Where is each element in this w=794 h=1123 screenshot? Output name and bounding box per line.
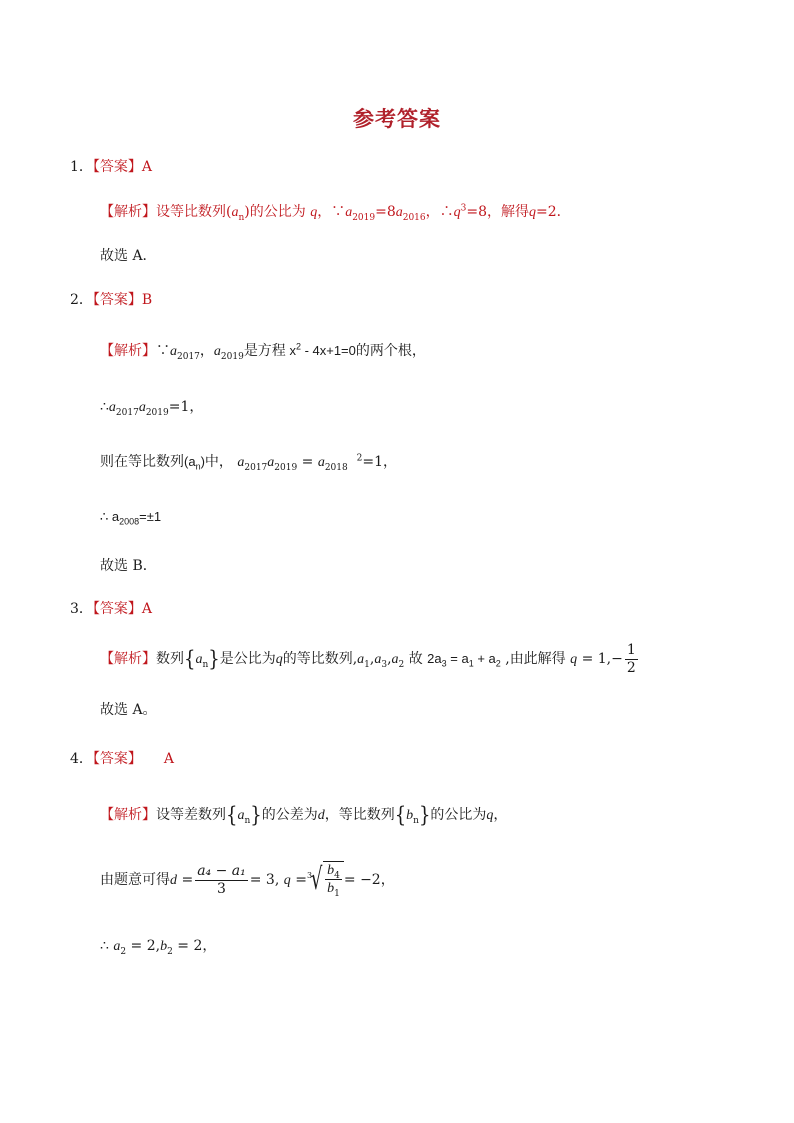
q2-analysis-line-2: $\therefore a_{2017}a_{2019}=1$， xyxy=(100,399,204,418)
q2-analysis-label: 【解析】 xyxy=(100,343,156,359)
q2-l3-end: =1， xyxy=(362,454,398,470)
q1-q-exp: 3 xyxy=(460,203,467,214)
q2-l3-exp: 2 xyxy=(356,453,363,464)
q2-therefore: ∴ xyxy=(100,399,109,415)
q4-l2-end: = −2， xyxy=(343,872,395,888)
q4-analysis-line-3: ∴ $a_2 = 2,b_2 = 2$， xyxy=(100,938,217,957)
q1-therefore: ，∴ xyxy=(425,204,454,220)
q1-sub-2019: 2019 xyxy=(352,212,376,223)
q4-l2-pre: 由题意可得 xyxy=(100,872,170,888)
q1-q-var: q xyxy=(310,205,318,220)
q1-seq-var: a xyxy=(231,205,239,220)
q2-answer-line xyxy=(70,290,152,310)
q1-answer-value: A xyxy=(141,159,153,175)
q2-analysis-line-4 xyxy=(100,507,161,527)
q1-number: 1． xyxy=(70,159,93,175)
q2-eq-x: x xyxy=(289,343,296,358)
q2-sub-2019: 2019 xyxy=(220,351,244,362)
q3-conclusion: 故选 A。 xyxy=(100,702,157,718)
q2-eq-exp: 2 xyxy=(295,341,301,352)
q1-analysis-label: 【解析】 xyxy=(100,204,156,220)
q3-t4: 故 xyxy=(408,651,423,667)
q3-fraction xyxy=(625,642,638,677)
q3-t3: 的等比数列, xyxy=(282,651,358,667)
q1-q-var-3: q xyxy=(529,205,537,220)
q1-q-var-2: q xyxy=(453,205,461,220)
q2-l4-rest: =±1 xyxy=(139,509,162,524)
q2-l2-sub-2019: 2019 xyxy=(145,407,169,418)
q1-sub-2016: 2016 xyxy=(402,212,426,223)
q2-comma: ， xyxy=(199,343,214,359)
q3-number: 3． xyxy=(70,601,93,617)
q4-number: 4． xyxy=(70,751,93,767)
q4-l1-mid: 的公差为 xyxy=(261,807,318,823)
q2-l3-sub-2019: 2019 xyxy=(274,462,298,473)
q4-analysis-line-2: 由题意可得d = $\frac{\text{a₄ − a₁}}{3}$ = 3, q = 3 √ $\frac{b_4}{b_1}$ = −2， xyxy=(100,858,395,903)
q4-l1-mid2: ，等比数列 xyxy=(324,807,395,823)
q4-l1-pre: 设等差数列 xyxy=(156,807,226,823)
q4-l1-mid3: 的公比为 xyxy=(430,807,487,823)
q2-l3-sub-2018: 2018 xyxy=(324,462,348,473)
q4-l2-mid: = 3, xyxy=(249,872,284,888)
q4-frac-num: a₄ − a₁ xyxy=(197,862,246,879)
q3-analysis-label: 【解析】 xyxy=(100,651,156,667)
q4-fraction xyxy=(195,863,248,898)
q2-sub-2017: 2017 xyxy=(177,351,200,362)
q4-analysis-label: 【解析】 xyxy=(100,807,156,823)
page-title: 参考答案 xyxy=(353,107,441,131)
q4-root-index: 3 xyxy=(306,871,313,880)
q2-l1-text: 是方程 xyxy=(243,343,286,359)
q1-conclusion: 故选 A． xyxy=(100,248,157,264)
q4-l3: = 2, xyxy=(130,938,161,954)
q2-answer-value: B xyxy=(141,292,153,308)
q1-because: ，∵ xyxy=(317,204,346,220)
q2-because: ∵ xyxy=(156,343,170,359)
q3-frac-num: 1 xyxy=(626,641,636,658)
q4-analysis-line-1: 【解析】设等差数列$\{a_n\}$的公差为d，等比数列$\{b_n\}$的公比为q， xyxy=(100,802,508,828)
q1-q3-rest: =8，解得 xyxy=(466,204,530,220)
q4-cube-root: 3 √ $\frac{b_4}{b_1}$ xyxy=(307,858,344,902)
q1-eq-mid: =8 xyxy=(375,204,396,220)
q2-analysis-line-1: 【解析】$\because a_{2017}$，$a_{2019}$是方程 $x^2 - 4x+1=0$的两个根， xyxy=(100,341,426,362)
q4-answer-label: 【答案】 xyxy=(92,751,142,767)
q2-eq-rest: - 4x+1=0 xyxy=(300,343,356,358)
q3-t5: 由此解得 xyxy=(509,651,566,667)
q4-answer-value: A xyxy=(163,751,175,767)
q2-l1-end: 的两个根， xyxy=(355,343,426,359)
q3-frac-den: 2 xyxy=(626,659,636,676)
q3-answer-label-visible: 【答案】 xyxy=(92,601,142,617)
q1-seq-sub: n xyxy=(238,212,245,223)
q4-l1-end: ， xyxy=(493,807,508,823)
q2-number: 2． xyxy=(70,292,93,308)
q2-l3-mid: 中， xyxy=(204,454,233,470)
q2-answer-label: 【答案】 xyxy=(92,292,142,308)
q3-answer-value: A xyxy=(141,601,153,617)
q4-answer-line xyxy=(70,749,174,769)
q2-analysis-line-3: 则在等比数列$(a_n)$中， $a_{2017}a_{2019} = a_{2018}$ $^2$=1， xyxy=(100,453,398,473)
q2-l3-pre: 则在等比数列 xyxy=(100,454,184,470)
q3-t2: 是公比为 xyxy=(219,651,276,667)
q2-l4-pre: ∴ a xyxy=(100,509,120,524)
q2-l2-sub-2017: 2017 xyxy=(115,407,139,418)
q3-t1: 数列 xyxy=(156,651,184,667)
q1-analysis-text-2: 的公比为 xyxy=(249,204,306,220)
q3-answer-line xyxy=(70,599,152,619)
q4-frac-den: 3 xyxy=(217,880,226,897)
q3-analysis-line: 【解析】数列$\{a_n\}$是公比为q的等比数列$,a_1,a_3,a_2$ 故 $2a_3 = a_1 + a_2$ ,由此解得 q = 1,− $\frac{1}{2}$ xyxy=(100,641,636,676)
q1-analysis-text: 设等比数列 xyxy=(156,204,226,220)
q1-answer-label: 【答案】 xyxy=(92,159,142,175)
q4-l3-end: = 2， xyxy=(177,938,217,954)
q1-analysis-line: 【解析】设等比数列$(a_n)$的公比为 q，$\because a_{2019}=8a_{2016}$，$\therefore q^3=8$，解得q=2． xyxy=(100,203,571,223)
q2-l2-rest: =1， xyxy=(168,399,204,415)
q1-answer-line xyxy=(70,157,152,177)
q1-q-final: =2． xyxy=(536,204,571,220)
q2-l3-sub-2017: 2017 xyxy=(244,462,268,473)
q2-conclusion: 故选 B． xyxy=(100,558,157,574)
q2-l4-sub: 2008 xyxy=(119,516,140,527)
